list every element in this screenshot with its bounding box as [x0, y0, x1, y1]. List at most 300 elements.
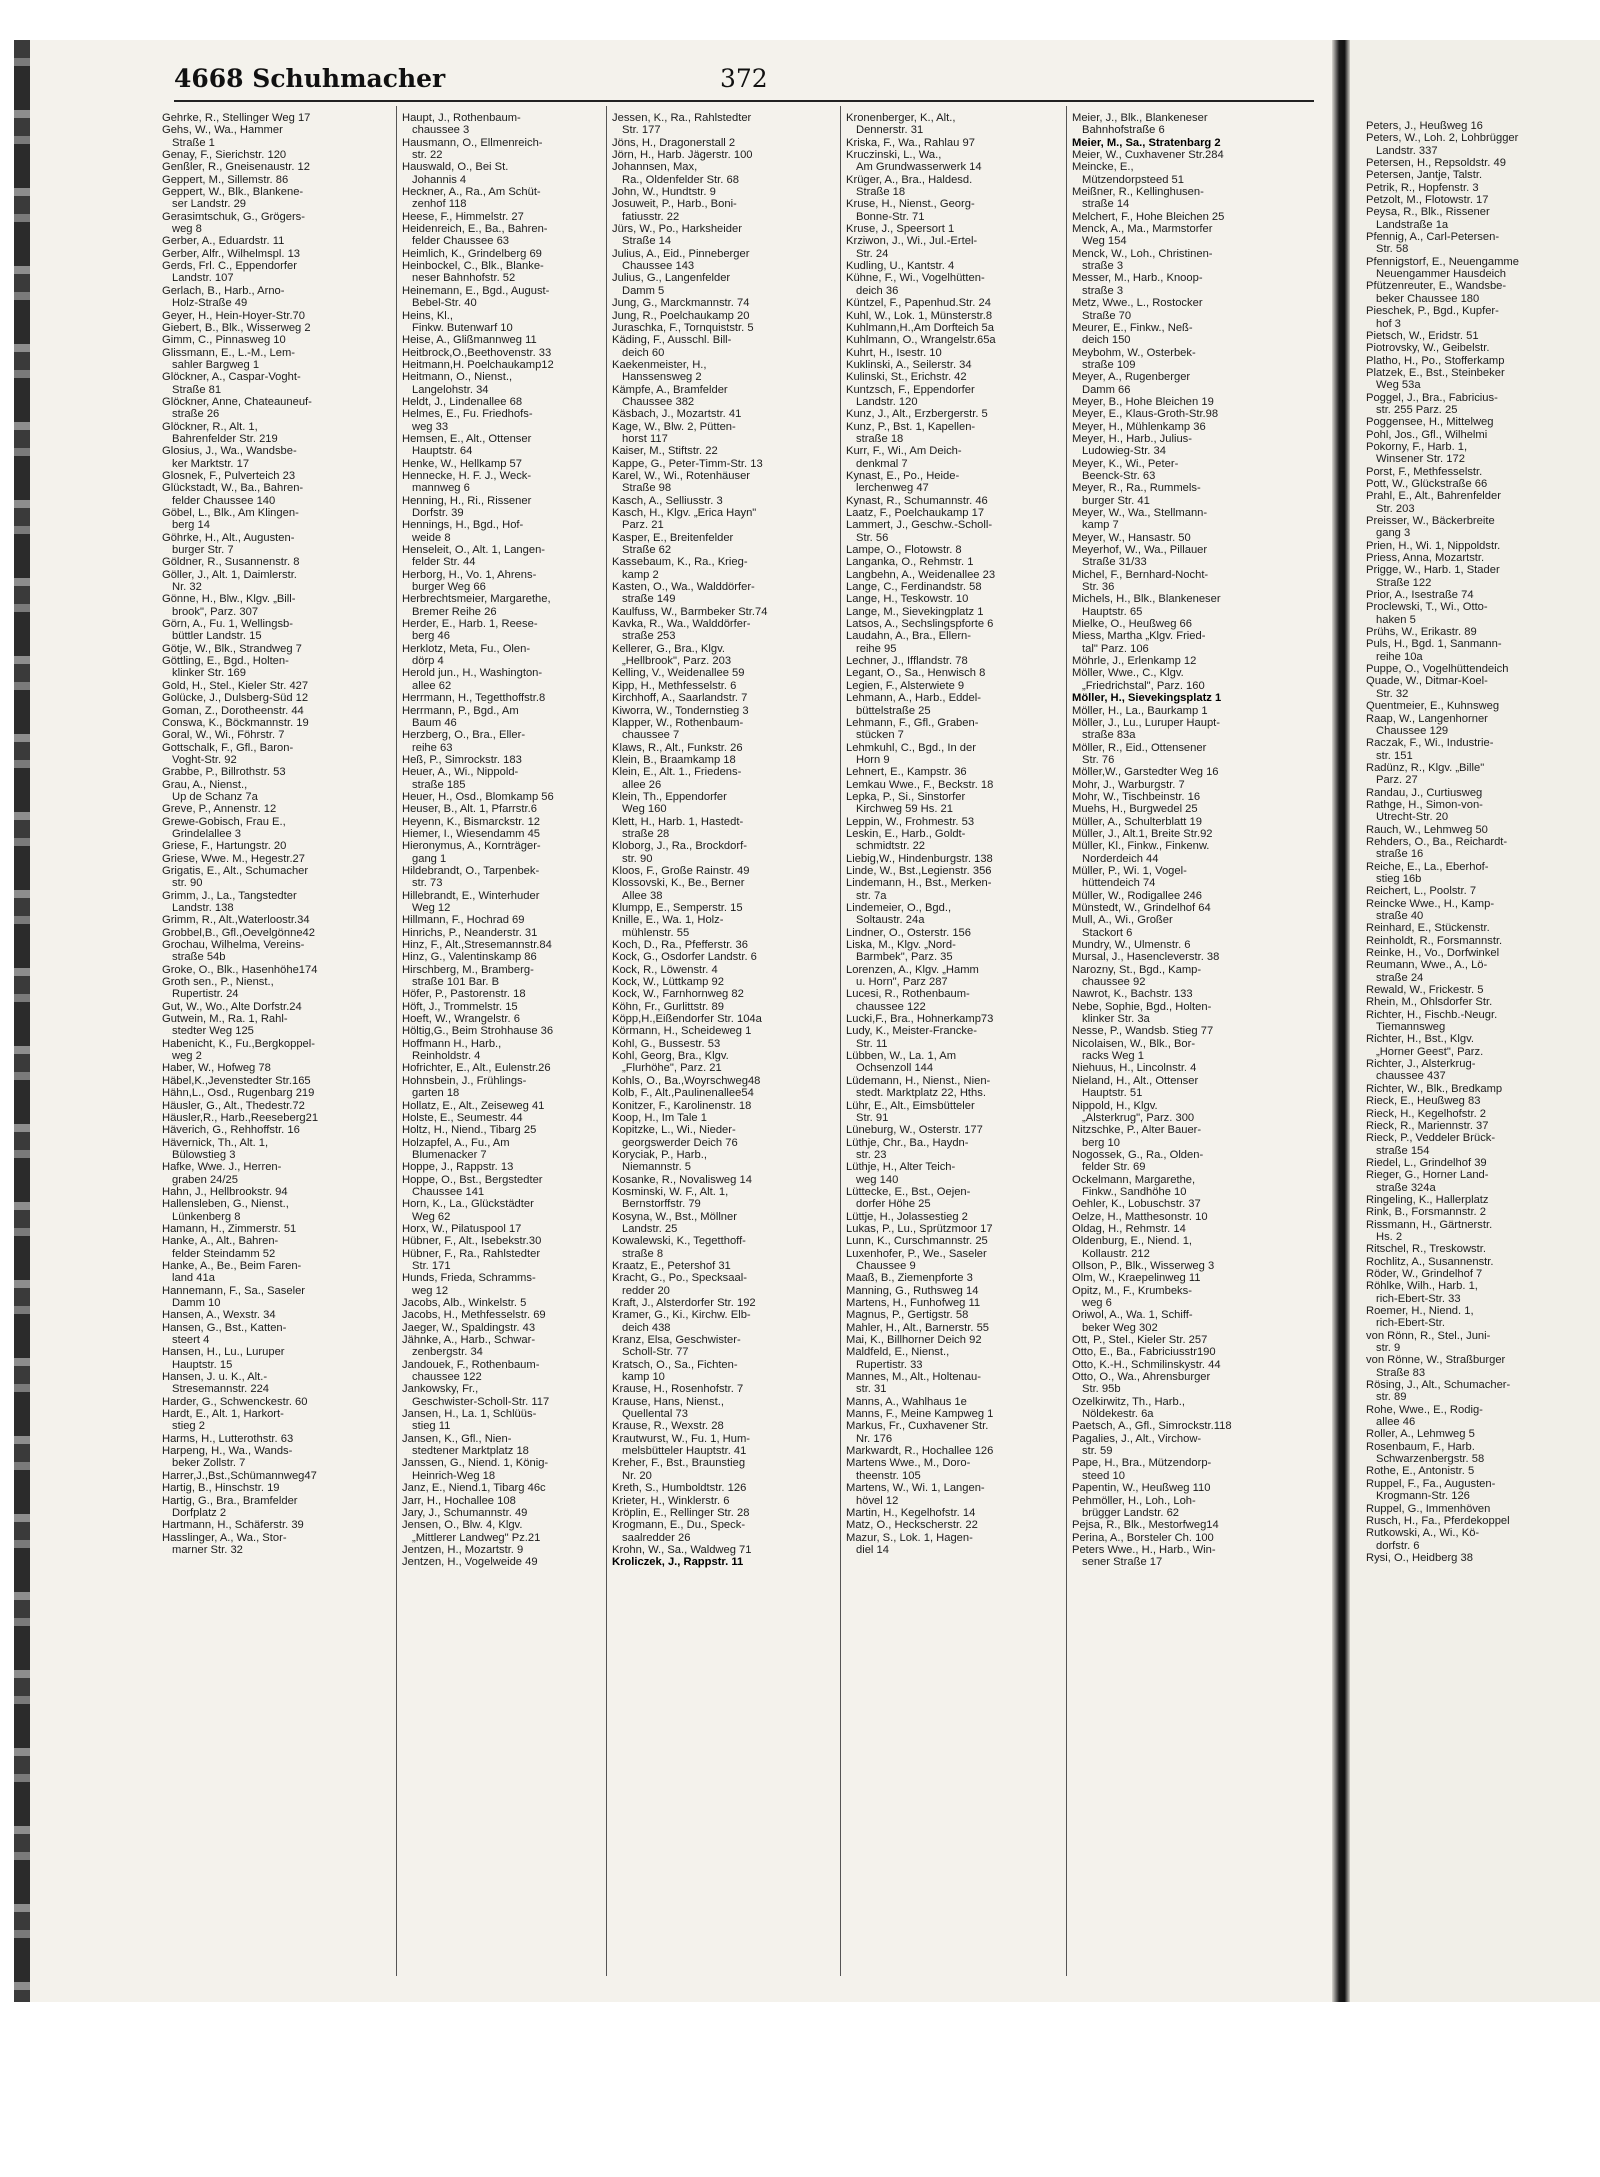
directory-entry-continuation: straße 109: [1082, 358, 1136, 371]
directory-entry: Hansen, A., Wexstr. 34: [162, 1309, 276, 1322]
directory-column-4: [846, 112, 1006, 1992]
directory-entry: Helmes, E., Fu. Friedhofs-: [402, 408, 533, 421]
directory-entry: Mai, K., Billhorner Deich 92: [846, 1334, 982, 1347]
directory-entry: Richter, H., Fischb.-Neugr.: [1366, 1008, 1498, 1021]
directory-entry-continuation: Winsener Str. 172: [1376, 453, 1465, 466]
directory-entry-continuation: stieg 16b: [1376, 872, 1422, 885]
directory-entry: Prigge, W., Harb. 1, Stader: [1366, 564, 1500, 577]
directory-entry-continuation: chaussee 92: [1082, 976, 1146, 989]
directory-entry-continuation: Ochsenzoll 144: [856, 1062, 934, 1075]
directory-entry-continuation: Str. 203: [1376, 502, 1415, 515]
directory-entry: Horx, W., Pilatuspool 17: [402, 1222, 522, 1235]
directory-entry: Ott, P., Stel., Kieler Str. 257: [1072, 1334, 1208, 1347]
directory-entry: Hallensleben, G., Nienst.,: [162, 1198, 289, 1211]
directory-entry-continuation: straße 8: [622, 1247, 664, 1260]
directory-entry-continuation: berg 10: [1082, 1136, 1120, 1149]
directory-entry: Lunn, K., Curschmannstr. 25: [846, 1235, 988, 1248]
directory-entry-continuation: Am Grundwasserwerk 14: [856, 161, 982, 174]
directory-entry: Menck, A., Ma., Marmstorfer: [1072, 223, 1213, 236]
directory-entry: Greve, P., Annenstr. 12: [162, 803, 277, 816]
directory-entry: Michel, F., Bernhard-Nocht-: [1072, 568, 1209, 581]
directory-entry-continuation: Rupertistr. 24: [172, 988, 239, 1001]
directory-entry: Glosnek, F., Pulverteich 23: [162, 469, 296, 482]
directory-entry: Petzolt, M., Flotowstr. 17: [1366, 194, 1489, 207]
directory-entry: Küntzel, F., Papenhud.Str. 24: [846, 297, 991, 310]
directory-entry-continuation: straße 149: [622, 593, 676, 606]
facing-page: [1350, 40, 1600, 2002]
directory-entry: Pokorny, F., Harb. 1,: [1366, 440, 1468, 453]
directory-entry-continuation: Nöldekestr. 6a: [1082, 1408, 1154, 1421]
directory-entry: Kasch, H., Klgv. „Erica Hayn": [612, 507, 757, 519]
directory-entry: Proclewski, T., Wi., Otto-: [1366, 601, 1488, 614]
directory-entry: Richter, H., Bst., Klgv.: [1366, 1033, 1474, 1046]
directory-entry: Möhrle, J., Erlenkamp 12: [1072, 655, 1197, 668]
directory-entry: Möller,W., Garstedter Weg 16: [1072, 766, 1219, 779]
directory-entry: Mull, A., Wi., Großer: [1072, 914, 1173, 927]
directory-entry: Michels, H., Blk., Blankeneser: [1072, 593, 1221, 606]
directory-entry-continuation: Str. 58: [1376, 243, 1409, 256]
directory-entry-continuation: felder Str. 69: [1082, 1161, 1146, 1174]
directory-entry: Lüdemann, H., Nienst., Nien-: [846, 1074, 991, 1087]
directory-entry-continuation: str. 73: [412, 877, 443, 890]
directory-entry: Juraschka, F., Tornquiststr. 5: [612, 321, 754, 334]
directory-entry: Kaulfuss, W., Barmbeker Str.74: [612, 605, 768, 618]
directory-entry-continuation: sahler Bargweg 1: [172, 358, 260, 371]
directory-entry-continuation: straße 14: [1082, 198, 1130, 211]
directory-entry: Oehler, K., Lobuschstr. 37: [1072, 1198, 1201, 1211]
directory-entry-continuation: Niemannstr. 5: [622, 1161, 692, 1174]
directory-entry: Möller, H., Sievekingsplatz 1: [1072, 692, 1222, 705]
directory-entry-continuation: denkmal 7: [856, 457, 908, 470]
directory-entry: Kiworra, W., Tondernstieg 3: [612, 704, 749, 717]
directory-entry: Peters, J., Heußweg 16: [1366, 120, 1483, 132]
directory-entry: Holzapfel, A., Fu., Am: [402, 1136, 510, 1149]
directory-entry: Kosminski, W. F., Alt. 1,: [612, 1185, 729, 1198]
directory-entry-continuation: Hanssensweg 2: [622, 371, 702, 384]
directory-entry: Legien, F., Alsterwiete 9: [846, 679, 965, 692]
directory-entry: Jacobs, Alb., Winkelstr. 5: [402, 1297, 527, 1309]
directory-entry: Kreher, F., Bst., Braunstieg: [612, 1457, 746, 1470]
directory-entry: Kynast, R., Schumannstr. 46: [846, 494, 988, 507]
directory-entry-continuation: str. 9: [1376, 1342, 1401, 1355]
directory-entry: Hävernick, Th., Alt. 1,: [162, 1136, 269, 1149]
directory-entry: Gerds, Frl. C., Eppendorfer: [162, 260, 297, 273]
directory-entry-continuation: zenbergstr. 34: [412, 1346, 483, 1359]
directory-entry-continuation: marner Str. 32: [172, 1543, 243, 1556]
directory-entry: Lepka, P., Si., Sinstorfer: [846, 790, 966, 803]
directory-entry: Nesse, P., Wandsb. Stieg 77: [1072, 1025, 1214, 1038]
directory-entry: Lühr, E., Alt., Eimsbütteler: [846, 1099, 975, 1112]
directory-entry: Liebig,W., Hindenburgstr. 138: [846, 852, 993, 865]
directory-entry-continuation: reihe 10a: [1376, 650, 1423, 663]
directory-entry: Lechner, J., Ifflandstr. 78: [846, 655, 968, 668]
directory-entry-continuation: Hauptstr. 15: [172, 1358, 233, 1371]
directory-entry: Herder, E., Harb. 1, Reese-: [402, 618, 538, 631]
directory-entry-continuation: straße 54b: [172, 951, 226, 964]
directory-entry-continuation: str. 31: [856, 1383, 887, 1396]
directory-entry-continuation: Str. 177: [622, 124, 661, 137]
directory-entry: Herold jun., H., Washington-: [402, 667, 543, 680]
directory-entry: Matz, O., Heckscherstr. 22: [846, 1519, 978, 1532]
directory-entry: Hasslinger, A., Wa., Stor-: [162, 1531, 287, 1544]
scanned-page: [14, 40, 1600, 2002]
directory-entry: Hillebrandt, E., Winterhuder: [402, 889, 540, 902]
header-rule: [174, 100, 1314, 102]
directory-entry: Kaekenmeister, H.,: [612, 358, 707, 371]
directory-entry: Kage, W., Blw. 2, Pütten-: [612, 420, 736, 433]
directory-entry-continuation: Geschwister-Scholl-Str. 117: [412, 1395, 550, 1408]
directory-entry: Ozelkirwitz, Th., Harb.,: [1072, 1395, 1185, 1408]
column-divider: [396, 106, 397, 1976]
directory-entry: Jansen, K., Gfl., Nien-: [402, 1432, 512, 1445]
directory-entry-continuation: diel 14: [856, 1543, 889, 1556]
directory-entry: Kämpfe, A., Bramfelder: [612, 383, 728, 396]
page-number: 372: [720, 64, 768, 93]
directory-entry: Meyerhof, W., Wa., Pillauer: [1072, 544, 1208, 557]
directory-entry-continuation: lerchenweg 47: [856, 482, 929, 495]
directory-entry-continuation: Str. 91: [856, 1111, 889, 1124]
directory-entry: Göbel, L., Blk., Am Klingen-: [162, 507, 299, 519]
directory-entry-continuation: straße 40: [1376, 910, 1424, 922]
directory-entry-continuation: stieg 11: [412, 1420, 451, 1433]
directory-entry: Petersen, H., Repsoldstr. 49: [1366, 157, 1506, 170]
directory-entry-continuation: deich 438: [622, 1321, 671, 1334]
directory-entry: Hunds, Frieda, Schramms-: [402, 1272, 536, 1285]
directory-entry: Lucki,F., Bra., Hohnerkamp73: [846, 1013, 994, 1026]
directory-entry-continuation: Voght-Str. 92: [172, 753, 237, 766]
directory-entry: Hartmann, H., Schäferstr. 39: [162, 1519, 304, 1532]
directory-entry: Goral, W., Wi., Föhrstr. 7: [162, 729, 285, 742]
directory-entry-continuation: stedter Weg 125: [172, 1025, 254, 1038]
directory-entry: Griese, F., Hartungstr. 20: [162, 840, 287, 853]
directory-entry: Kranz, Elsa, Geschwister-: [612, 1334, 741, 1347]
directory-entry: Kosyna, W., Bst., Möllner: [612, 1210, 737, 1223]
directory-entry-continuation: klinker Str. 3a: [1082, 1013, 1150, 1026]
directory-entry-continuation: neser Bahnhofstr. 52: [412, 272, 516, 285]
directory-entry: Kratsch, O., Sa., Fichten-: [612, 1358, 738, 1371]
directory-entry-continuation: kamp 2: [622, 568, 659, 581]
directory-entry: Lüthje, Chr., Ba., Haydn-: [846, 1136, 969, 1149]
directory-entry: Krause, H., Rosenhofstr. 7: [612, 1383, 744, 1396]
directory-entry: Nogossek, G., Ra., Olden-: [1072, 1148, 1204, 1161]
directory-entry: Glöckner, Anne, Chateauneuf-: [162, 395, 312, 408]
directory-entry: Jöns, H., Dragonerstall 2: [612, 136, 736, 149]
directory-entry-continuation: u. Horn", Parz 287: [856, 976, 948, 989]
directory-entry: Göhrke, H., Alt., Augusten-: [162, 531, 295, 544]
directory-entry-continuation: burger Weg 66: [412, 581, 486, 594]
directory-entry-continuation: Str. 76: [1082, 753, 1115, 766]
directory-entry-continuation: str. 90: [172, 877, 203, 890]
directory-entry: Rehders, O., Ba., Reichardt-: [1366, 835, 1508, 848]
directory-entry: Metz, Wwe., L., Rostocker: [1072, 297, 1203, 310]
directory-entry: Jessen, K., Ra., Rahlstedter: [612, 112, 752, 124]
directory-entry: Kunz, J., Alt., Erzbergerstr. 5: [846, 408, 988, 421]
directory-entry-continuation: straße 16: [1376, 848, 1424, 861]
directory-entry-continuation: Str. 32: [1376, 687, 1409, 700]
directory-entry: Ludy, K., Meister-Francke-: [846, 1025, 977, 1038]
directory-entry: Kulinski, St., Erichstr. 42: [846, 371, 967, 384]
page-header: [174, 64, 1314, 104]
directory-entry-continuation: Str. 56: [856, 531, 889, 544]
directory-entry: Röhlke, Wilh., Harb. 1,: [1366, 1280, 1478, 1293]
directory-entry: Meyer, B., Hohe Bleichen 19: [1072, 395, 1214, 408]
directory-entry: Ringeling, K., Hallerplatz: [1366, 1193, 1489, 1206]
directory-entry: Röder, W., Grindelhof 7: [1366, 1267, 1483, 1280]
directory-entry: Glückstadt, W., Ba., Bahren-: [162, 482, 304, 495]
directory-entry: Körmann, H., Scheideweg 1: [612, 1025, 752, 1038]
directory-entry: Häusler, G., Alt., Thedestr.72: [162, 1099, 305, 1112]
directory-entry-continuation: Str. 95b: [1082, 1383, 1121, 1396]
directory-entry-continuation: schmidtstr. 22: [856, 840, 926, 853]
directory-entry: Laudahn, A., Bra., Ellern-: [846, 630, 972, 643]
directory-entry-continuation: Neuengammer Hausdeich: [1376, 268, 1506, 281]
directory-entry: Kronenberger, K., Alt.,: [846, 112, 956, 124]
directory-entry-continuation: Hs. 2: [1376, 1230, 1403, 1243]
directory-entry: Opitz, M., F., Krumbeks-: [1072, 1284, 1192, 1297]
directory-entry: Krause, R., Wexstr. 28: [612, 1420, 724, 1433]
directory-entry: Göller, J., Alt. 1, Daimlerstr.: [162, 568, 297, 581]
directory-entry-continuation: steed 10: [1082, 1469, 1125, 1482]
directory-entry: Hennecke, H. F. J., Weck-: [402, 469, 532, 482]
directory-entry-continuation: straße 28: [622, 827, 670, 840]
directory-entry-continuation: weg 12: [412, 1284, 449, 1297]
directory-entry: Gehrke, R., Stellinger Weg 17: [162, 112, 311, 124]
directory-entry-continuation: str. 90: [622, 852, 653, 865]
directory-entry: Lehmann, A., Harb., Eddel-: [846, 692, 981, 705]
directory-entry: Konitzer, F., Karolinenstr. 18: [612, 1099, 752, 1112]
directory-entry: Lüttecke, E., Bst., Oejen-: [846, 1185, 971, 1198]
directory-entry: Kroliczek, J., Rappstr. 11: [612, 1556, 744, 1569]
directory-entry: Ruppel, F., Fa., Augusten-: [1366, 1477, 1496, 1490]
directory-entry: Lehnert, E., Kampstr. 36: [846, 766, 967, 779]
directory-entry-continuation: Bahrenfelder Str. 219: [172, 432, 278, 445]
directory-entry: Krziwon, J., Wi., Jul.-Ertel-: [846, 235, 978, 248]
directory-entry: Melchert, F., Hohe Bleichen 25: [1072, 210, 1225, 223]
directory-entry: Krause, Hans, Nienst.,: [612, 1395, 724, 1408]
directory-entry: Jary, J., Schumannstr. 49: [402, 1506, 528, 1519]
directory-entry: Rhein, M., Ohlsdorfer Str.: [1366, 996, 1493, 1009]
directory-entry-continuation: deich 150: [1082, 334, 1131, 347]
directory-entry: Kohl, Georg, Bra., Klgv.: [612, 1050, 729, 1063]
directory-entry-continuation: stedt. Marktplatz 22, Hths.: [856, 1087, 986, 1100]
directory-entry: Janz, E., Niend.1, Tibarg 46c: [402, 1482, 546, 1495]
directory-entry: Julius, G., Langenfelder: [612, 272, 731, 285]
directory-entry: Golücke, J., Dulsberg-Süd 12: [162, 692, 309, 705]
directory-entry: Petrik, R., Hopfenstr. 3: [1366, 181, 1479, 194]
directory-entry: Prior, A., Isestraße 74: [1366, 589, 1474, 602]
directory-entry: Maaß, B., Ziemenpforte 3: [846, 1272, 973, 1285]
directory-entry-continuation: straße 24: [1376, 971, 1424, 984]
directory-entry: Heyenn, K., Bismarckstr. 12: [402, 815, 541, 828]
directory-entry: Holste, E., Seumestr. 44: [402, 1111, 523, 1124]
directory-entry: Otto, E., Ba., Fabriciusstr190: [1072, 1346, 1216, 1359]
directory-entry: Groth sen., P., Nienst.,: [162, 976, 274, 989]
directory-entry: Liska, M., Klgv. „Nord-: [846, 939, 956, 952]
directory-entry: Jacobs, H., Methfesselstr. 69: [402, 1309, 546, 1322]
directory-entry-continuation: weg 6: [1082, 1297, 1112, 1309]
directory-entry: Kurr, F., Wi., Am Deich-: [846, 445, 962, 458]
directory-entry: Heuer, H., Osd., Blomkamp 56: [402, 790, 554, 803]
directory-entry: Gerber, A., Eduardstr. 11: [162, 235, 285, 248]
directory-entry-continuation: Straße 81: [172, 383, 222, 396]
directory-entry-continuation: Allee 38: [622, 889, 663, 902]
directory-entry: Mohr, W., Tischbeinstr. 16: [1072, 790, 1201, 803]
directory-entry: Gönne, H., Blw., Klgv. „Bill-: [162, 593, 296, 606]
directory-entry: Görn, A., Fu. 1, Wellingsb-: [162, 618, 293, 631]
directory-entry-continuation: Str. 171: [412, 1259, 451, 1272]
directory-entry: Poggensee, H., Mittelweg: [1366, 416, 1494, 429]
directory-entry: Köpp,H.,Eißendorfer Str. 104a: [612, 1013, 762, 1026]
directory-entry-continuation: Ludowieg-Str. 34: [1082, 445, 1166, 458]
directory-entry: Lübben, W., La. 1, Am: [846, 1050, 957, 1063]
directory-entry-continuation: hüttendeich 74: [1082, 877, 1156, 890]
directory-entry: Grimm, R., Alt.,Waterloostr.34: [162, 914, 310, 927]
directory-entry: Käding, F., Ausschl. Bill-: [612, 334, 732, 347]
directory-entry: Rösing, J., Alt., Schumacher-: [1366, 1379, 1511, 1392]
directory-entry-continuation: fatiusstr. 22: [622, 210, 680, 223]
directory-entry-continuation: Str. 11: [856, 1037, 888, 1050]
directory-entry-continuation: rich-Ebert-Str. 33: [1376, 1292, 1461, 1305]
directory-entry-continuation: str. 151: [1376, 749, 1413, 762]
directory-entry: Puls, H., Bgd. 1, Sanmann-: [1366, 638, 1502, 651]
directory-entry-continuation: Krogmann-Str. 126: [1376, 1490, 1470, 1503]
book-gutter: [1332, 40, 1350, 2002]
directory-entry-continuation: allee 26: [622, 778, 662, 791]
directory-entry: Lindemeier, O., Bgd.,: [846, 902, 952, 914]
directory-entry-continuation: str. 89: [1376, 1391, 1407, 1404]
directory-entry-continuation: allee 62: [412, 679, 452, 692]
directory-entry: Julius, A., Eid., Pinneberger: [612, 247, 750, 260]
directory-entry: Roller, A., Lehmweg 5: [1366, 1428, 1475, 1441]
directory-entry: Genay, F., Sierichstr. 120: [162, 149, 287, 162]
directory-entry: Martens, W., Wi. 1, Langen-: [846, 1482, 985, 1495]
directory-entry: Höltig,G., Beim Strohhause 36: [402, 1025, 554, 1038]
directory-entry-continuation: Langelohstr. 34: [412, 383, 489, 396]
directory-entry: von Rönne, W., Straßburger: [1366, 1354, 1506, 1367]
directory-entry: Pietsch, W., Eridstr. 51: [1366, 329, 1479, 342]
directory-entry-continuation: felder Chaussee 140: [172, 494, 276, 507]
directory-entry: Quentmeier, E., Kuhnsweg: [1366, 700, 1500, 713]
directory-entry-continuation: berg 46: [412, 630, 450, 643]
directory-entry: Jähnke, A., Harb., Schwar-: [402, 1334, 536, 1347]
directory-entry-continuation: felder Str. 44: [412, 556, 476, 569]
directory-entry: Rusch, H., Fa., Pferdekoppel: [1366, 1514, 1510, 1527]
directory-entry: Meybohm, W., Osterbek-: [1072, 346, 1196, 359]
directory-entry: Jentzen, H., Mozartstr. 9: [402, 1543, 524, 1556]
directory-entry-continuation: racks Weg 1: [1082, 1050, 1144, 1063]
directory-entry-continuation: Weg 53a: [1376, 379, 1421, 392]
directory-entry: Lucesi, R., Rothenbaum-: [846, 988, 970, 1001]
directory-entry-continuation: Bebel-Str. 40: [412, 297, 477, 310]
directory-entry: Conswa, K., Böckmannstr. 19: [162, 716, 309, 729]
directory-entry: Kohl, G., Bussestr. 53: [612, 1037, 721, 1050]
directory-entry: Groke, O., Blk., Hasenhöhe174: [162, 963, 318, 976]
directory-entry-continuation: Norderdeich 44: [1082, 852, 1159, 865]
directory-entry-continuation: zenhof 118: [412, 198, 467, 211]
directory-entry: Jandouek, F., Rothenbaum-: [402, 1358, 540, 1371]
directory-entry-continuation: Beenck-Str. 63: [1082, 469, 1156, 482]
directory-entry: Radünz, R., Klgv. „Bille": [1366, 761, 1485, 774]
directory-entry: Reichert, L., Poolstr. 7: [1366, 885, 1477, 898]
directory-entry: Kellerer, G., Bra., Klgv.: [612, 642, 725, 655]
directory-entry: Gehs, W., Wa., Hammer: [162, 124, 283, 137]
directory-entry: Pieschek, P., Bgd., Kupfer-: [1366, 305, 1499, 318]
directory-entry: Pfützenreuter, E., Wandsbe-: [1366, 280, 1507, 293]
directory-entry: Lüneburg, W., Osterstr. 177: [846, 1124, 983, 1137]
directory-entry: Meyer, H., Harb., Julius-: [1072, 432, 1192, 445]
directory-entry: Mahler, H., Alt., Barnerstr. 55: [846, 1321, 990, 1334]
directory-entry: Lüthje, H., Alter Teich-: [846, 1161, 956, 1174]
directory-entry: Haber, W., Hofweg 78: [162, 1062, 271, 1075]
directory-entry: Kowalewski, K., Tegetthoff-: [612, 1235, 746, 1248]
directory-entry: Kuhlmann, O., Wrangelstr.65a: [846, 334, 996, 347]
directory-entry: Rochlitz, A., Susannenstr.: [1366, 1255, 1494, 1268]
directory-entry-continuation: garten 18: [412, 1087, 460, 1100]
directory-entry: Hinz, G., Valentinskamp 86: [402, 951, 537, 964]
directory-entry: Gold, H., Stel., Kieler Str. 427: [162, 679, 309, 692]
directory-entry: Hollatz, E., Alt., Zeiseweg 41: [402, 1099, 545, 1112]
directory-entry: Leppin, W., Frohmestr. 53: [846, 815, 975, 828]
directory-entry: Peters Wwe., H., Harb., Win-: [1072, 1543, 1216, 1556]
directory-entry-continuation: Ra., Oldenfelder Str. 68: [622, 173, 739, 186]
directory-entry: Kosanke, R., Novalisweg 14: [612, 1173, 752, 1186]
directory-entry: Kuhrt, H., Isestr. 10: [846, 346, 942, 359]
directory-entry-continuation: Chaussee 129: [1376, 724, 1449, 737]
directory-entry: Kuntzsch, F., Eppendorfer: [846, 383, 975, 396]
directory-entry-continuation: stücken 7: [856, 729, 904, 742]
directory-entry: Heuer, A., Wi., Nippold-: [402, 766, 519, 779]
directory-entry-continuation: beker Weg 302: [1082, 1321, 1158, 1334]
directory-entry: Rieck, H., Kegelhofstr. 2: [1366, 1107, 1487, 1120]
directory-entry: Priess, Anna, Mozartstr.: [1366, 552, 1485, 565]
directory-entry: Ockelmann, Margarethe,: [1072, 1173, 1196, 1186]
directory-entry-continuation: Bonne-Str. 71: [856, 210, 925, 223]
directory-entry: Luxenhofer, P., We., Saseler: [846, 1247, 987, 1260]
directory-entry-continuation: Damm 5: [622, 284, 665, 297]
directory-entry-continuation: Mützendorpsteed 51: [1082, 173, 1184, 186]
directory-entry: Jansen, H., La. 1, Schlüüs-: [402, 1408, 537, 1421]
directory-entry: Grigatis, E., Alt., Schumacher: [162, 864, 309, 877]
directory-entry-continuation: str. 255 Parz. 25: [1376, 403, 1458, 416]
directory-entry: Lampe, O., Flotowstr. 8: [846, 544, 962, 557]
directory-entry: Grimm, J., La., Tangstedter: [162, 889, 297, 902]
directory-entry: Hamann, H., Zimmerstr. 51: [162, 1222, 297, 1235]
directory-entry-continuation: Hauptstr. 65: [1082, 605, 1143, 618]
directory-entry-continuation: hövel 12: [856, 1494, 899, 1507]
directory-entry: Gerasimtschuk, G., Grögers-: [162, 210, 305, 223]
directory-entry: Klaws, R., Alt., Funkstr. 26: [612, 741, 743, 754]
directory-entry-continuation: Chaussee 141: [412, 1185, 485, 1198]
directory-entry-continuation: Straße 31/33: [1082, 556, 1147, 569]
directory-entry: Harder, G., Schwenckestr. 60: [162, 1395, 308, 1408]
directory-entry: Klumpp, E., Semperstr. 15: [612, 902, 743, 914]
directory-entry-continuation: Dorfstr. 39: [412, 507, 464, 519]
directory-entry: Pehmöller, H., Loh., Loh-: [1072, 1494, 1196, 1507]
directory-entry-continuation: Landstr. 107: [172, 272, 234, 285]
directory-entry: Petersen, Jantje, Talstr.: [1366, 169, 1483, 182]
directory-entry-continuation: reihe 63: [412, 741, 453, 754]
directory-entry: Hanke, A., Alt., Bahren-: [162, 1235, 279, 1248]
directory-entry-continuation: Nr. 32: [172, 581, 202, 594]
directory-entry-continuation: Soltaustr. 24a: [856, 914, 925, 927]
directory-entry: Peysa, R., Blk., Rissener: [1366, 206, 1490, 219]
directory-entry: Nicolaisen, W., Blk., Bor-: [1072, 1037, 1196, 1050]
directory-entry-continuation: Landstr. 138: [172, 902, 234, 914]
directory-entry: Prien, H., Wi. 1, Nippoldstr.: [1366, 539, 1501, 552]
directory-entry: Kracht, G., Po., Specksaal-: [612, 1272, 747, 1285]
directory-column-2: [402, 112, 562, 1992]
directory-entry-continuation: chaussee 7: [622, 729, 680, 742]
